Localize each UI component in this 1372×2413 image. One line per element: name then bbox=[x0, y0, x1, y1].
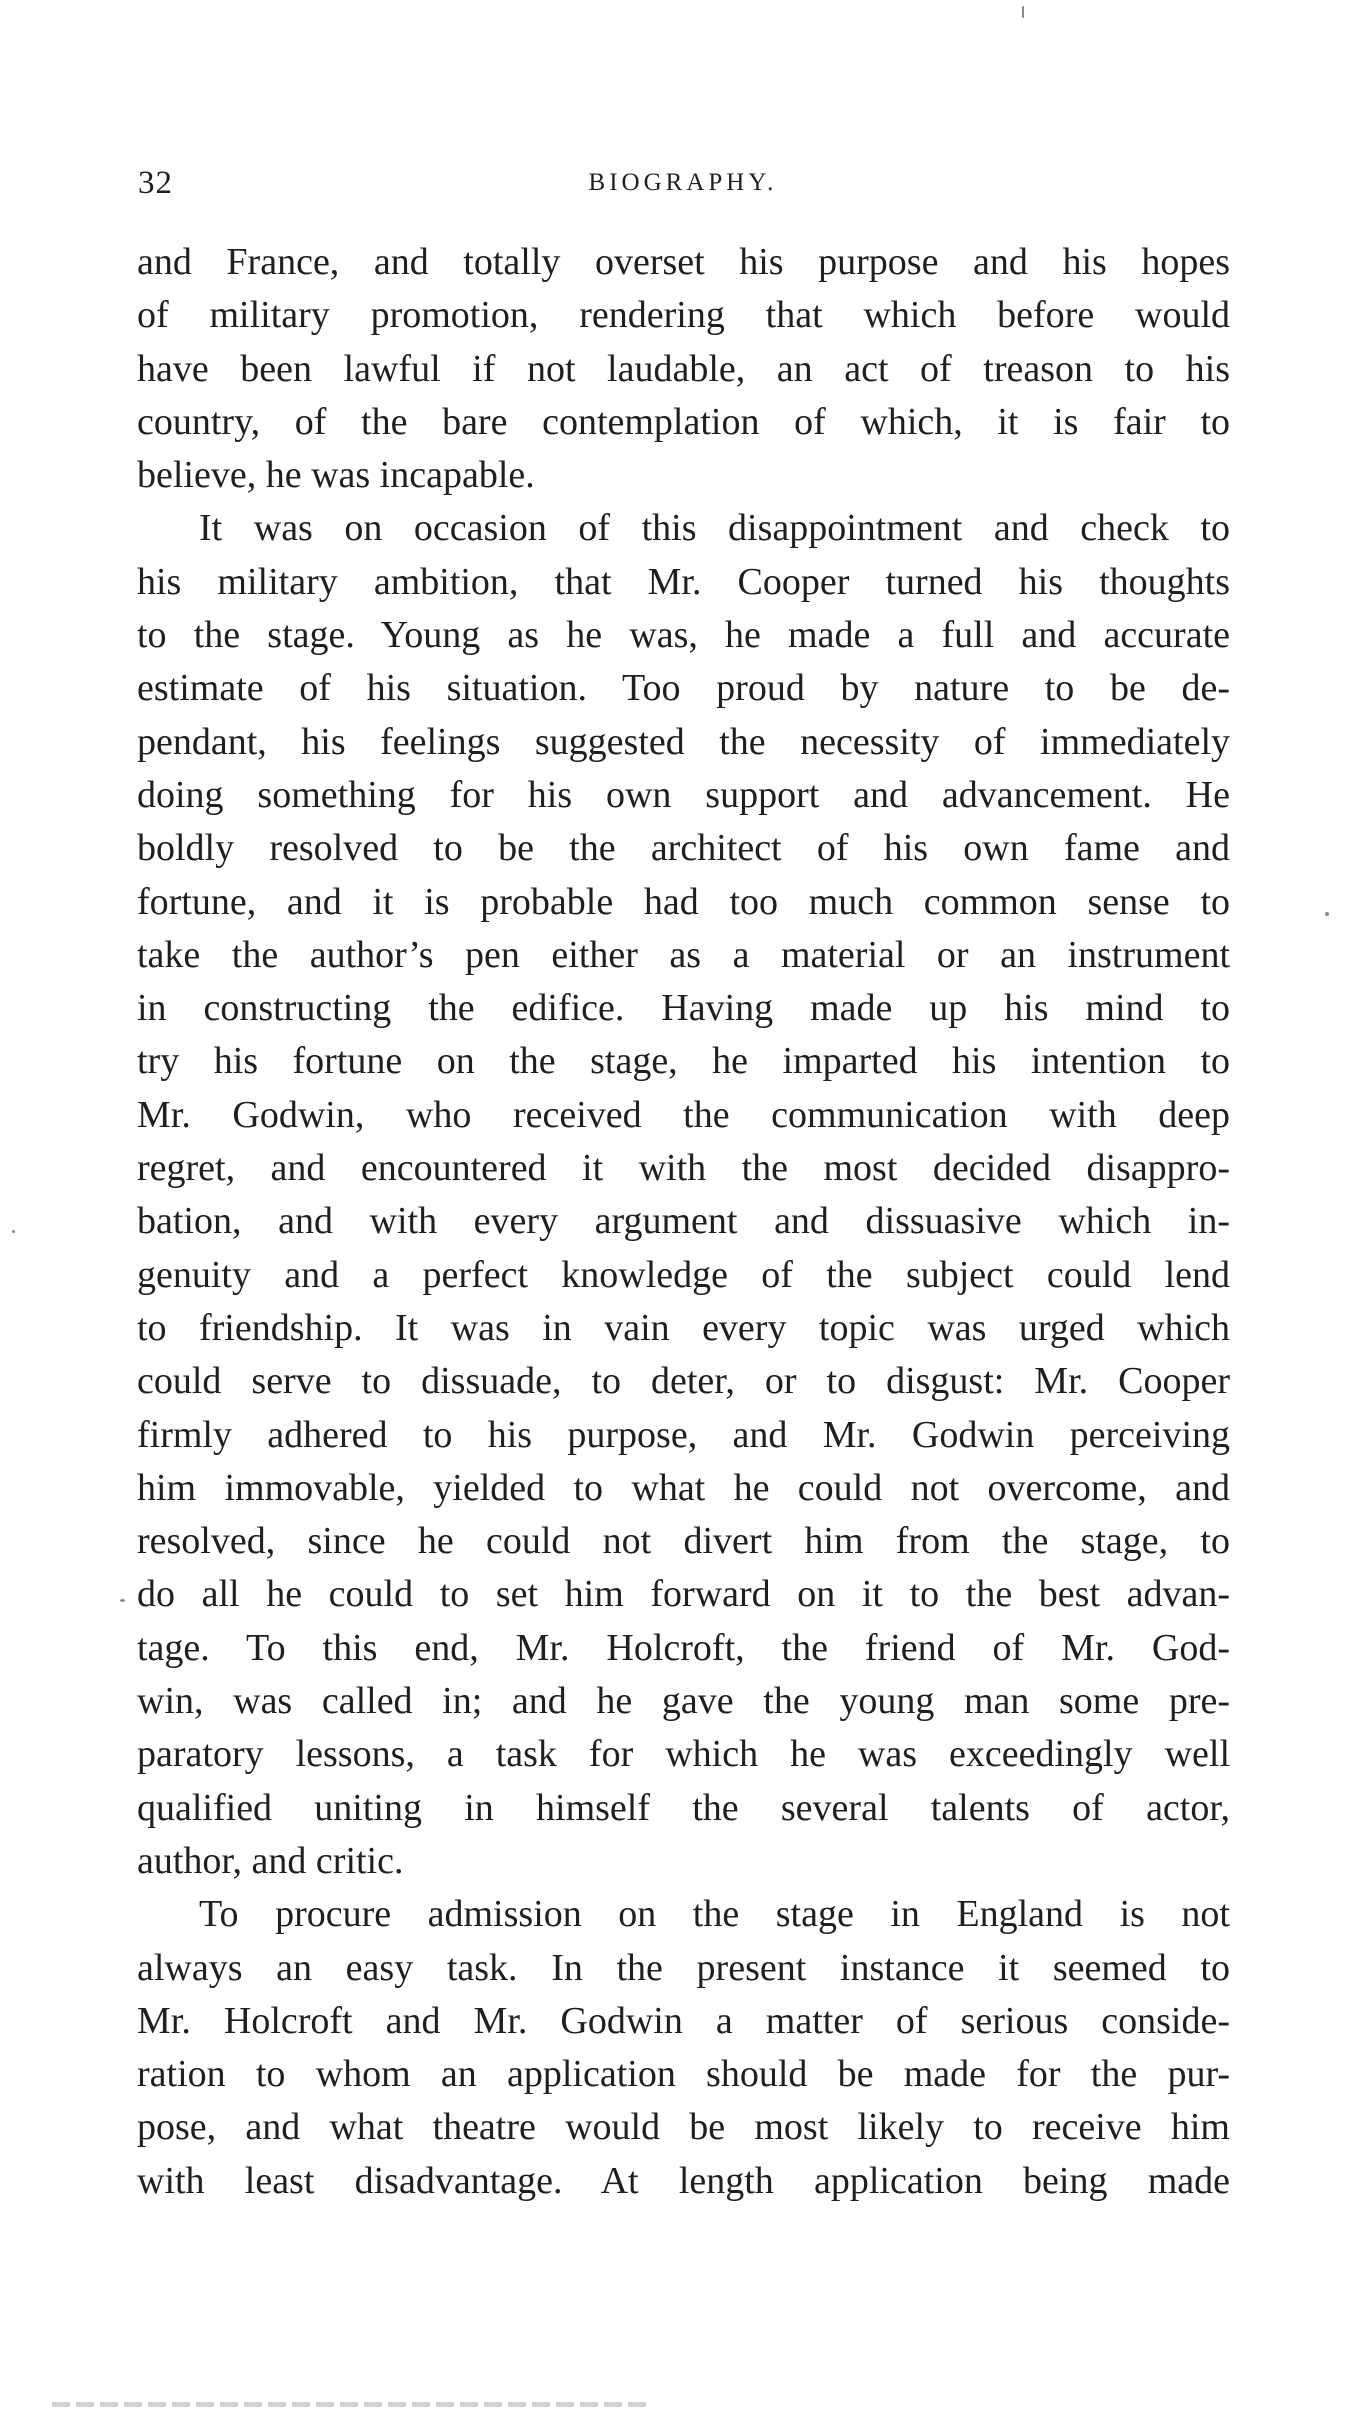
text-line: regret, and encountered it with the most decided disappro- bbox=[137, 1147, 1230, 1190]
text-line: To procure admission on the stage in England is not bbox=[199, 1893, 1230, 1936]
text-line: resolved, since he could not divert him from the stage, to bbox=[137, 1520, 1230, 1563]
text-line: firmly adhered to his purpose, and Mr. Godwin perceiving bbox=[137, 1413, 1230, 1456]
text-line: him immovable, yielded to what he could not overcome, and bbox=[137, 1466, 1230, 1509]
text-line: genuity and a perfect knowledge of the subject could lend bbox=[137, 1253, 1230, 1296]
text-line: tage. To this end, Mr. Holcroft, the friend of Mr. God- bbox=[137, 1626, 1230, 1669]
text-line: estimate of his situation. Too proud by nature to be de- bbox=[137, 667, 1230, 710]
paper-speck bbox=[12, 1230, 15, 1233]
paper-speck bbox=[1022, 6, 1024, 18]
text-line: ration to whom an application should be made for the pur- bbox=[137, 2053, 1230, 2096]
text-line: bation, and with every argument and dissuasive which in- bbox=[137, 1200, 1230, 1243]
text-line: have been lawful if not laudable, an act of treason to his bbox=[137, 347, 1230, 390]
text-line: in constructing the edifice. Having made up his mind to bbox=[137, 987, 1230, 1030]
text-line: doing something for his own support and advancement. He bbox=[137, 773, 1230, 816]
text-line: pose, and what theatre would be most likely to receive him bbox=[137, 2106, 1230, 2149]
text-line: always an easy task. In the present instance it seemed to bbox=[137, 1946, 1230, 1989]
paragraph-3 bbox=[137, 1888, 1230, 2208]
text-body bbox=[137, 236, 1230, 2208]
text-line: Mr. Holcroft and Mr. Godwin a matter of serious conside- bbox=[137, 1999, 1230, 2042]
page-header bbox=[138, 160, 1228, 206]
paragraph-2 bbox=[137, 502, 1230, 1888]
text-line: his military ambition, that Mr. Cooper turned his thoughts bbox=[137, 560, 1230, 603]
text-line: Mr. Godwin, who received the communication with deep bbox=[137, 1093, 1230, 1136]
text-line: boldly resolved to be the architect of his own fame and bbox=[137, 827, 1230, 870]
text-line: and France, and totally overset his purpose and his hopes bbox=[137, 241, 1230, 283]
text-line: do all he could to set him forward on it to the best advan- bbox=[137, 1573, 1230, 1616]
text-line: with least disadvantage. At length application being made bbox=[137, 2159, 1230, 2202]
text-line: could serve to dissuade, to deter, or to disgust: Mr. Cooper bbox=[137, 1360, 1230, 1403]
running-head: BIOGRAPHY. bbox=[588, 169, 778, 196]
text-line: take the author’s pen either as a material or an instrument bbox=[137, 933, 1230, 976]
text-line: fortune, and it is probable had too much common sense to bbox=[137, 880, 1230, 923]
text-line: country, of the bare contemplation of which, it is fair to bbox=[137, 400, 1230, 443]
text-line: paratory lessons, a task for which he was exceedingly well bbox=[137, 1733, 1230, 1776]
text-line: qualified uniting in himself the several talents of actor, bbox=[137, 1786, 1230, 1829]
text-line: It was on occasion of this disappointment and check to bbox=[199, 507, 1230, 550]
paper-speck bbox=[120, 1599, 125, 1602]
text-line: win, was called in; and he gave the young man some pre- bbox=[137, 1680, 1230, 1723]
page-number: 32 bbox=[138, 165, 173, 201]
text-line: to the stage. Young as he was, he made a full and accurate bbox=[137, 614, 1230, 657]
paper-speck bbox=[1325, 912, 1329, 916]
text-line: believe, he was incapable. bbox=[137, 454, 535, 497]
paragraph-1 bbox=[137, 236, 1230, 502]
text-line: author, and critic. bbox=[137, 1839, 404, 1882]
text-line: try his fortune on the stage, he imparted his intention to bbox=[137, 1040, 1230, 1083]
text-line: of military promotion, rendering that which before would bbox=[137, 294, 1230, 337]
page-edge-mark bbox=[52, 2402, 652, 2407]
text-line: pendant, his feelings suggested the necessity of immediately bbox=[137, 720, 1230, 763]
text-line: to friendship. It was in vain every topic was urged which bbox=[137, 1306, 1230, 1349]
